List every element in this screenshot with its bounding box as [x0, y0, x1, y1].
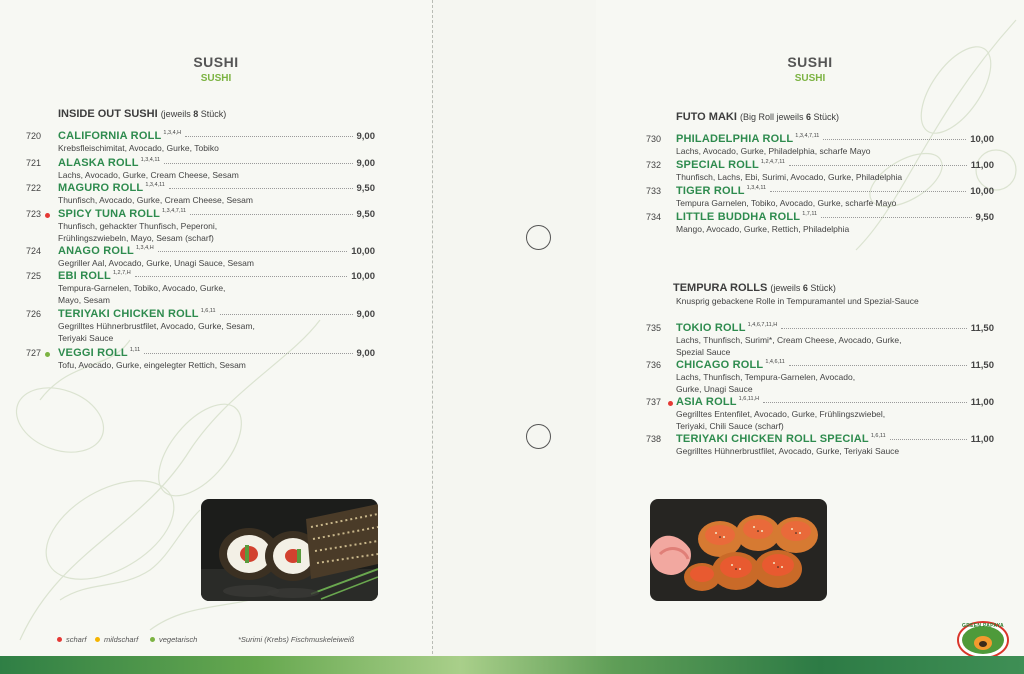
- left-menu-page: [0, 0, 432, 674]
- legend-label: scharf: [66, 635, 87, 644]
- dotted-leader: [185, 136, 352, 137]
- dotted-leader: [770, 191, 966, 192]
- menu-item: [646, 185, 994, 211]
- item-name: EBI ROLL: [58, 270, 111, 282]
- legend-dot-icon: [57, 637, 62, 642]
- description-line: Lachs, Thunfisch, Tempura-Garnelen, Avocado,: [676, 372, 856, 382]
- description-line: Lachs, Avocado, Gurke, Philadelphia, scharfe Mayo: [676, 146, 871, 156]
- item-header: [676, 433, 994, 445]
- dotted-leader: [789, 365, 967, 366]
- legend-entry: [95, 635, 138, 644]
- description-line: Gegrilltes Hühnerbrustfilet, Avocado, Gurke, Sesam,: [58, 321, 255, 331]
- item-price: 9,00: [356, 131, 375, 142]
- menu-item: [646, 211, 994, 237]
- allergen-codes: 1,3,4,H: [163, 130, 182, 136]
- section-note-pre: (jeweils: [160, 109, 194, 119]
- description-line: Mango, Avocado, Gurke, Rettich, Philadelphia: [676, 224, 850, 234]
- allergen-codes: 1,3,4,11: [140, 157, 161, 163]
- legend-label: vegetarisch: [159, 635, 198, 644]
- description-line: Thunfisch, Avocado, Gurke, Cream Cheese, Sesam: [58, 195, 253, 205]
- item-name: ANAGO ROLL: [58, 245, 134, 257]
- item-header: [58, 270, 375, 282]
- dotted-leader: [144, 353, 352, 354]
- menu-item: [26, 208, 375, 246]
- item-header: [58, 157, 375, 169]
- item-description: [676, 409, 885, 432]
- item-price: 9,00: [356, 348, 375, 359]
- right-menu-page: [596, 0, 1024, 674]
- binding-hole-icon: [526, 424, 551, 449]
- dotted-leader: [169, 188, 353, 189]
- section-note-count: 8: [193, 109, 199, 119]
- item-header: [58, 347, 375, 359]
- description-line: Thunfisch, Lachs, Ebi, Surimi, Avocado, Gurke, Philadelphia: [676, 172, 903, 182]
- item-name: PHILADELPHIA ROLL: [676, 133, 794, 145]
- item-number: 738: [646, 434, 662, 444]
- item-header: [58, 130, 375, 142]
- item-name: SPICY TUNA ROLL: [58, 208, 161, 220]
- section-heading-futo-maki: [676, 111, 839, 123]
- item-header: [676, 359, 994, 371]
- section-note-post: Stück): [198, 109, 227, 119]
- section-note-count: 6: [806, 112, 812, 122]
- item-description: [676, 224, 849, 236]
- allergen-codes: 1,3,4,11: [746, 185, 767, 191]
- item-header: [676, 396, 994, 408]
- spice-indicator-icon: [45, 352, 50, 357]
- surimi-footnote: *Surimi (Krebs) Fischmuskeleiweiß: [238, 635, 355, 644]
- item-description: [58, 170, 239, 182]
- item-header: [676, 211, 994, 223]
- item-name: ASIA ROLL: [676, 396, 737, 408]
- item-description: [58, 283, 225, 306]
- item-number: 723: [26, 209, 42, 219]
- section-title: FUTO MAKI: [676, 111, 737, 123]
- page-subtitle: SUSHI: [200, 73, 232, 84]
- item-description: [676, 146, 871, 158]
- menu-item: [26, 130, 375, 156]
- dotted-leader: [190, 214, 352, 215]
- tempura-description: Knusprig gebackene Rolle in Tempuramantel und Spezial-Sauce: [676, 296, 919, 306]
- item-number: 726: [26, 309, 42, 319]
- menu-item: [646, 322, 994, 360]
- item-description: [676, 372, 855, 395]
- menu-item: [26, 270, 375, 308]
- description-line: Thunfisch, gehackter Thunfisch, Peperoni,: [58, 221, 218, 231]
- logo-text: GREEN PAPAYA: [962, 623, 1004, 629]
- item-number: 735: [646, 323, 662, 333]
- allergen-codes: 1,3,4,11: [145, 182, 165, 188]
- page-title: SUSHI: [193, 54, 239, 70]
- dotted-leader: [158, 251, 348, 252]
- spice-indicator-icon: [45, 213, 50, 218]
- item-number: 725: [26, 271, 42, 281]
- tempura-roll-photo: [650, 499, 827, 601]
- dotted-leader: [135, 276, 348, 277]
- menu-item: [646, 396, 994, 434]
- item-price: 11,50: [970, 360, 994, 371]
- item-name: CHICAGO ROLL: [676, 359, 764, 371]
- item-price: 9,50: [975, 212, 994, 223]
- item-number: 720: [26, 131, 42, 141]
- description-line: Mayo, Sesam: [58, 294, 110, 305]
- item-price: 9,00: [356, 309, 375, 320]
- allergen-codes: 1,3,4,7,11: [162, 208, 187, 214]
- description-line: Teriyaki, Chili Sauce (scharf): [676, 420, 784, 431]
- item-header: [676, 159, 994, 171]
- allergen-codes: 1,6,11: [200, 308, 216, 314]
- description-line: Teriyaki Sauce: [58, 332, 114, 343]
- item-number: 722: [26, 183, 42, 193]
- item-price: 11,00: [970, 160, 994, 171]
- item-description: [58, 221, 217, 244]
- legend-dot-icon: [95, 637, 100, 642]
- section-note-pre: (Big Roll jeweils: [739, 112, 806, 122]
- item-price: 11,00: [970, 397, 994, 408]
- menu-item: [26, 182, 375, 208]
- description-line: Tofu, Avocado, Gurke, eingelegter Rettich, Sesam: [58, 360, 246, 370]
- item-header: [58, 245, 375, 257]
- item-number: 732: [646, 160, 662, 170]
- item-description: [58, 360, 246, 372]
- item-name: SPECIAL ROLL: [676, 159, 759, 171]
- item-header: [676, 185, 994, 197]
- item-price: 11,00: [970, 434, 994, 445]
- allergen-codes: 1,4,6,7,11,H: [747, 322, 778, 328]
- description-line: Lachs, Thunfisch, Surimi*, Cream Cheese, Avocado, Gurke,: [676, 335, 902, 345]
- section-title: TEMPURA ROLLS: [673, 282, 768, 294]
- item-price: 10,00: [970, 186, 994, 197]
- dotted-leader: [821, 217, 971, 218]
- spice-indicator-icon: [668, 401, 673, 406]
- item-number: 734: [646, 212, 662, 222]
- item-name: MAGURO ROLL: [58, 182, 144, 194]
- item-header: [58, 208, 375, 220]
- item-price: 10,00: [970, 134, 994, 145]
- allergen-codes: 1,6,11,H: [738, 396, 760, 402]
- item-description: [58, 195, 253, 207]
- item-price: 9,50: [356, 183, 375, 194]
- section-title: INSIDE OUT SUSHI: [58, 108, 158, 120]
- menu-item: [26, 308, 375, 346]
- allergen-codes: 1,6,11: [870, 433, 886, 439]
- item-number: 721: [26, 158, 42, 168]
- item-name: VEGGI ROLL: [58, 347, 128, 359]
- allergen-codes: 1,2,4,7,11: [760, 159, 785, 165]
- allergen-codes: 1,7,11: [802, 211, 818, 217]
- dotted-leader: [164, 163, 352, 164]
- dotted-leader: [781, 328, 967, 329]
- right-page-title: [596, 54, 1024, 84]
- item-name: LITTLE BUDDHA ROLL: [676, 211, 801, 223]
- legend-dot-icon: [150, 637, 155, 642]
- item-name: CALIFORNIA ROLL: [58, 130, 162, 142]
- binding-hole-icon: [526, 225, 551, 250]
- description-line: Gegriller Aal, Avocado, Gurke, Unagi Sauce, Sesam: [58, 258, 254, 268]
- item-price: 9,50: [356, 209, 375, 220]
- left-page-title: [0, 54, 432, 84]
- item-price: 11,50: [970, 323, 994, 334]
- menu-item: [646, 359, 994, 397]
- dotted-leader: [220, 314, 353, 315]
- item-name: ALASKA ROLL: [58, 157, 139, 169]
- allergen-codes: 1,3,4,H: [135, 245, 154, 251]
- item-header: [58, 308, 375, 320]
- allergen-codes: 1,3,4,7,11: [795, 133, 820, 139]
- item-name: TOKIO ROLL: [676, 322, 746, 334]
- dotted-leader: [890, 439, 967, 440]
- item-name: TERIYAKI CHICKEN ROLL SPECIAL: [676, 433, 869, 445]
- section-note-post: Stück): [807, 283, 836, 293]
- allergen-codes: 1,4,6,11: [765, 359, 785, 365]
- item-description: [58, 258, 254, 270]
- description-line: Gurke, Unagi Sauce: [676, 383, 753, 394]
- item-number: 727: [26, 348, 42, 358]
- item-number: 724: [26, 246, 42, 256]
- page-subtitle: SUSHI: [794, 73, 826, 84]
- allergen-codes: 1,2,7,H: [112, 270, 131, 276]
- item-description: [58, 143, 219, 155]
- sushi-roll-photo: [201, 499, 378, 601]
- menu-item: [26, 157, 375, 183]
- dotted-leader: [823, 139, 966, 140]
- item-price: 10,00: [351, 246, 375, 257]
- menu-item: [646, 433, 994, 459]
- section-note-count: 6: [802, 283, 808, 293]
- description-line: Tempura Garnelen, Tobiko, Avocado, Gurke, scharfe Mayo: [676, 198, 897, 208]
- item-header: [676, 133, 994, 145]
- item-description: [676, 335, 902, 358]
- item-number: 737: [646, 397, 662, 407]
- item-header: [58, 182, 375, 194]
- item-price: 10,00: [351, 271, 375, 282]
- description-line: Frühlingszwiebeln, Mayo, Sesam (scharf): [58, 232, 214, 243]
- item-price: 9,00: [356, 158, 375, 169]
- section-heading-tempura: [673, 282, 836, 294]
- description-line: Gegrilltes Hühnerbrustfilet, Avocado, Gurke, Teriyaki Sauce: [676, 446, 900, 456]
- menu-item: [26, 347, 375, 373]
- description-line: Tempura-Garnelen, Tobiko, Avocado, Gurke,: [58, 283, 226, 293]
- section-heading-inside-out: [58, 108, 226, 120]
- description-line: Spezial Sauce: [676, 346, 731, 357]
- legend-label: mildscharf: [104, 635, 139, 644]
- item-name: TERIYAKI CHICKEN ROLL: [58, 308, 199, 320]
- page-title: SUSHI: [787, 54, 833, 70]
- item-description: [58, 321, 255, 344]
- legend-entry: [150, 635, 197, 644]
- item-name: TIGER ROLL: [676, 185, 745, 197]
- section-note-post: Stück): [811, 112, 840, 122]
- item-description: [676, 198, 896, 210]
- allergen-codes: 1,11: [129, 347, 141, 353]
- description-line: Gegrilltes Entenfilet, Avocado, Gurke, Frühlingszwiebel,: [676, 409, 886, 419]
- section-note-pre: (jeweils: [770, 283, 803, 293]
- menu-item: [646, 133, 994, 159]
- description-line: Lachs, Avocado, Gurke, Cream Cheese, Sesam: [58, 170, 239, 180]
- description-line: Krebsfleischimitat, Avocado, Gurke, Tobiko: [58, 143, 219, 153]
- legend-entry: [57, 635, 86, 644]
- fold-line-left: [432, 0, 433, 674]
- menu-item: [646, 159, 994, 185]
- item-description: [676, 172, 902, 184]
- item-number: 736: [646, 360, 662, 370]
- middle-fold-strip: [432, 0, 596, 674]
- menu-item: [26, 245, 375, 271]
- item-number: 733: [646, 186, 662, 196]
- item-header: [676, 322, 994, 334]
- dotted-leader: [763, 402, 967, 403]
- bottom-green-band: [0, 656, 1024, 674]
- item-number: 730: [646, 134, 662, 144]
- dotted-leader: [789, 165, 967, 166]
- item-description: [676, 446, 899, 458]
